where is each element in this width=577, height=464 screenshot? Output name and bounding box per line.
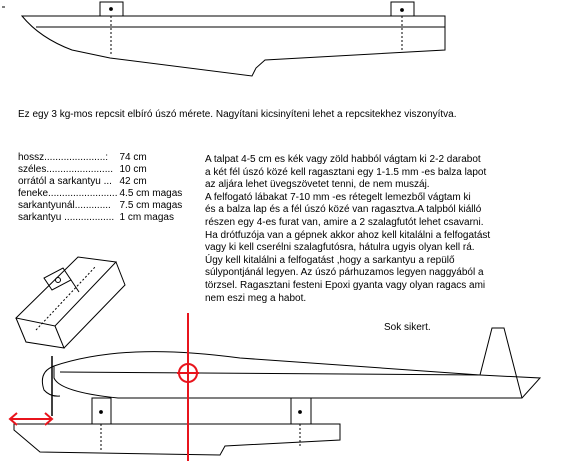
float-box-side <box>64 262 125 348</box>
spec-row <box>18 152 182 164</box>
spec-value: 7.5 cm magas <box>119 200 183 211</box>
instruction-line: súlypontjánál legyen. Az úszó párhuzamos legyen naggyából a <box>205 267 484 279</box>
spec-label: széles........................ <box>18 164 114 175</box>
spec-row <box>18 212 182 224</box>
red-annotations <box>10 313 199 461</box>
aircraft-on-float <box>14 328 540 455</box>
spec-label: hossz......................: <box>18 152 109 163</box>
spec-value: 74 cm <box>119 152 147 163</box>
instruction-line: A felfogató lábakat 7-10 mm -es rétegelt lemezből vágtam ki <box>205 191 471 203</box>
instruction-line: Úgy kell kitalálni a felfogatást ,hogy a sarkantyu a repülő <box>205 254 455 266</box>
mount-hole-front <box>110 8 113 11</box>
fuselage-line <box>60 372 480 375</box>
float-strut-hole-front <box>100 411 103 414</box>
propeller-spinner <box>42 366 60 396</box>
spec-value: 10 cm <box>119 164 147 175</box>
instruction-line: részen egy 4-es furat van, amire a 2 szalagfutót lehet csavarni. <box>205 216 484 228</box>
spec-row <box>18 164 182 176</box>
float-box-top <box>16 257 116 326</box>
spec-value: 42 cm <box>119 176 147 187</box>
float-side-view <box>2 2 445 76</box>
spec-label: feneke......................... <box>18 188 118 199</box>
spec-label: sarkantyunál............. <box>18 200 111 211</box>
instruction-line: és a balza lap és a fél úszó közé van ragasztva.A talpból kiálló <box>205 204 482 216</box>
instruction-line: vagy ki kell cserélni szalagfutósra, hátulra ugyis olyan kell rá. <box>205 242 475 254</box>
spec-label: orrától a sarkantyu ... <box>18 176 112 187</box>
signoff-text: Sok sikert. <box>384 322 431 333</box>
mount-leg-hole <box>56 278 61 283</box>
dimension-list <box>18 152 182 224</box>
spec-label: sarkantyu .................. <box>18 212 115 223</box>
spec-row <box>18 176 182 188</box>
drawing-caption: Ez egy 3 kg-mos repcsit elbíró úszó mérete. Nagyítani kicsinyíteni lehet a repcsitekhez viszonyítva. <box>18 109 457 120</box>
float-hull-outline <box>22 16 445 76</box>
instruction-line: az aljára lehet üvegszövetet tenni, de nem muszáj. <box>205 179 430 191</box>
instruction-line: nem eszi meg a habot. <box>205 292 307 304</box>
mount-hole-rear <box>401 9 404 12</box>
instruction-line: a két fél úszó közé kell ragasztani egy 1-1.5 mm -es balza lapot <box>205 166 487 178</box>
float-center-line <box>36 266 96 330</box>
spec-value: 1 cm magas <box>119 212 174 223</box>
instruction-line: törzsel. Ragasztani festeni Epoxi gyanta vagy olyan ragacs ami <box>205 279 486 291</box>
build-instructions <box>205 154 575 305</box>
spec-value: 4.5 cm magas <box>119 188 183 199</box>
float-outline <box>14 424 340 455</box>
vertical-fin <box>480 328 522 398</box>
spec-row <box>18 200 182 212</box>
float-strut-hole-rear <box>299 411 302 414</box>
float-perspective <box>16 257 125 348</box>
instruction-line: A talpat 4-5 cm es kék vagy zöld habból vágtam ki 2-2 darabot <box>205 154 481 165</box>
instruction-line: Ha drótfuzója van a gépnek akkor ahoz kell kitalálni a felfogatást <box>205 229 491 241</box>
spec-row <box>18 188 182 200</box>
